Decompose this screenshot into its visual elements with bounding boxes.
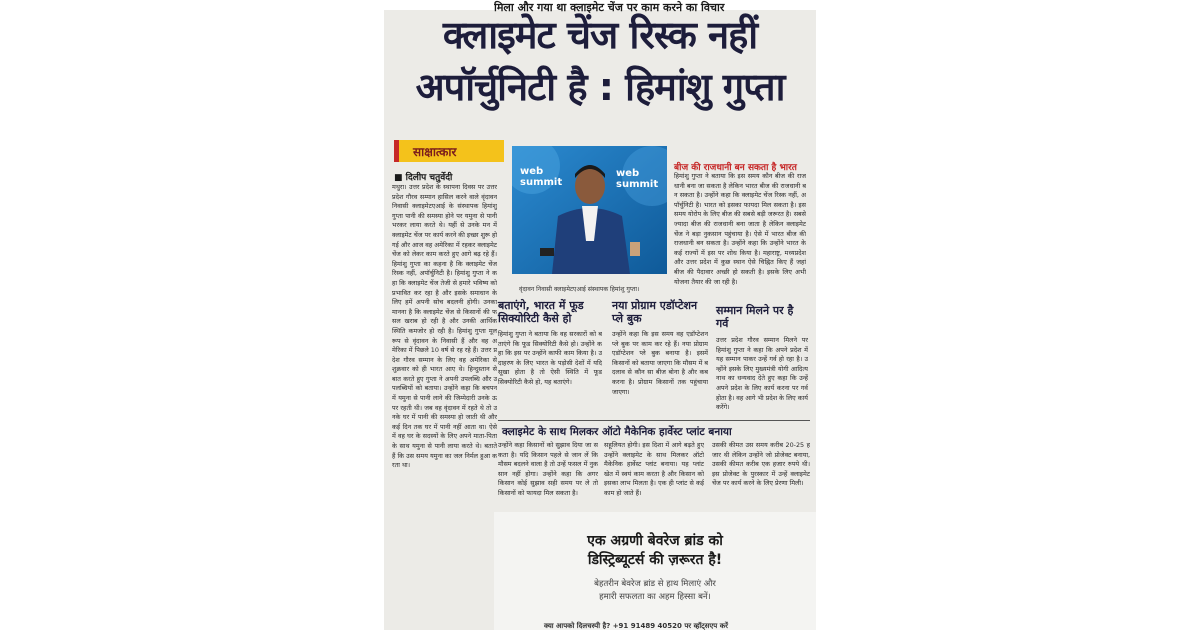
- banner-column-1: उन्होंने कहा किसानों को सुझाव दिया जा सकता है। यदि किसान पहले से जान लें कि मौसम बदलने वाला है तो उन्हें फसल में नुकसान नहीं होगा। उन्होंने कहा कि अगर किसान कोई सुझाव सही समय पर ले तो किसानों को फायदा मिल सकता है।: [498, 441, 598, 497]
- subhead-new-program: नया प्रोग्राम एडॉप्टेशन प्ले बुक: [612, 299, 698, 325]
- subhead-honor: सम्मान मिलने पर है गर्व: [716, 304, 794, 330]
- section-tag: [394, 140, 504, 162]
- intro-column: मथुरा। उत्तर प्रदेश के स्थापना दिवस पर उत्तर प्रदेश गौरव सम्मान हासिल करने वाले वृंदावन निवासी क्लाइमेटएआई के संस्थापक हिमांशु गुप्ता पानी की समस्या होने पर यमुना से पानी भरकर लाया करते थे। यहीं से उनके मन में क्लाइमेट चेंज पर कार्य करने की इच्छा शुरू हो गई और आज वह अमेरिका में रहकर क्लाइमेट चेंज को लेकर काम करते हुए आगे बढ़ रहे हैं। हिमांशु गुप्ता का कहना है कि क्लाइमेट चेंज रिस्क नहीं, अपॉर्चुनिटी है। हिमांशु गुप्ता ने कहा कि क्लाइमेट चेंज तेजी से हमारे भविष्य को प्रभावित कर रहा है और इसके समाधान के लिए हमें अपनी सोच बदलनी होगी। उनका मानना है कि क्लाइमेट चेंज से किसानों की फसल खराब हो रही है और उनकी आर्थिक स्थिति कमजोर हो रही है। हिमांशु गुप्ता मूल रूप से वृंदावन के निवासी हैं और वह अमेरिका में पिछले 10 वर्ष से रह रहे हैं। उत्तर प्रदेश गौरव सम्मान के लिए वह अमेरिका से शुक्रवार को ही भारत आए थे। हिन्दुस्तान से बात करते हुए गुप्ता ने अपनी उपलब्धि और उपलब्धियों को बताया। उन्होंने कहा कि बचपन में यमुना से पानी लाने की जिम्मेदारी उनके ऊपर रहती थी। जब वह वृंदावन में रहते थे तो उनके घर में पानी की समस्या हो जाती थी और कई दिन तक घर में पानी नहीं आता था। ऐसे में वह घर के सदस्यों के लिए अपने माता-पिता के साथ यमुना से पानी लाया करते थे। बताते हैं कि उस समय यमुना का जल निर्मल हुआ करता था।: [392, 183, 497, 470]
- side-heading: बीज की राजधानी बन सकता है भारत: [674, 163, 797, 173]
- banner-column-3: उसकी कीमत उस समय करीब 20-25 हजार थी लेकिन उन्होंने जो प्रोजेक्ट बनाया, उसकी कीमत करीब एक हजार रुपये थी। इस प्रोजेक्ट के पुरस्कार में उन्हें क्लाइमेट चेंज पर कार्य करने के लिए प्रेरणा मिली।: [712, 441, 810, 488]
- ad-title-line-2: डिस्ट्रिब्यूटर्स की ज़रूरत है!: [587, 552, 723, 568]
- byline: ■ दिलीप चतुर्वेदी: [394, 173, 453, 183]
- ad-body-line-1: बेहतरीन बेवरेज ब्रांड से हाथ मिलाएं और: [594, 579, 716, 589]
- photo-banner-web-right: web: [616, 168, 640, 179]
- photo-caption: वृंदावन निवासी क्लाइमेटएआई संस्थापक हिमांशु गुप्ता।: [519, 286, 640, 293]
- section-divider: [498, 420, 810, 421]
- honor-text: उत्तर प्रदेश गौरव सम्मान मिलने पर हिमांशु गुप्ता ने कहा कि अपने प्रदेश में यह सम्मान पाकर उन्हें गर्व हो रहा है। उन्होंने इसके लिए मुख्यमंत्री योगी आदित्यनाथ का धन्यवाद देते हुए कहा कि उन्हें अपने प्रदेश के लिए कार्य करना पर गर्व होता है। वह आगे भी प्रदेश के लिए कार्य करेंगे।: [716, 336, 808, 412]
- section-tag-label: साक्षात्कार: [413, 145, 457, 159]
- ad-footer: क्या आपको दिलचस्पी है? +91 91489 40520 पर व्हॉट्सएप करें: [544, 622, 728, 630]
- article-photo: [512, 146, 667, 274]
- ad-title-line-1: एक अग्रणी बेवरेज ब्रांड को: [587, 533, 723, 549]
- subhead-food-security: बताएंगे, भारत में फूड सिक्योरिटी कैसे हो: [498, 299, 584, 325]
- photo-banner-web: web: [520, 166, 544, 177]
- newspaper-clipping: [384, 0, 816, 630]
- advertisement-box: [494, 512, 816, 630]
- food-security-text: हिमांशु गुप्ता ने बताया कि वह सरकारों को बताएंगे कि फूड सिक्योरिटी कैसे हो। उन्होंने कहा कि इस पर उन्होंने काफी काम किया है। उदाहरण के लिए भारत के पड़ोसी देशों में यदि सूखा होता है तो ऐसी स्थिति में फूड सिक्योरिटी कैसे हो, यह बताएंगे।: [498, 330, 602, 386]
- photo-banner-summit-left: summit: [520, 177, 563, 188]
- side-column: हिमांशु गुप्ता ने बताया कि इस समय कौन बीज की राजधानी बना जा सकता है लेकिन भारत बीज की राजधानी बन सकता है। उन्होंने कहा कि क्लाइमेट चेंज रिस्क नहीं, अपॉर्चुनिटी है। भारत को इसका फायदा मिल सकता है। इस समय योरोप के लिए बीज की सबसे बड़ी जरूरत है। सबसे ज्यादा बीज की राजधानी बना जाता है लेकिन क्लाइमेट चेंज ने बड़ा नुकसान पहुंचाया है। ऐसे में भारत बीज की राजधानी बन सकता है। उन्होंने कहा कि उन्होंने भारत के कई राज्यों में इस पर शोध किया है। महाराष्ट्र, मध्यप्रदेश और उत्तर प्रदेश में कुछ स्थान ऐसे चिह्नित किए हैं जहां बीज की पैदावार अच्छी हो सकती है। इसके लिए अभी योजना तैयार की जा रही है।: [674, 172, 806, 286]
- headline-line-2: अपॉर्चुनिटी है : हिमांशु गुप्ता: [415, 65, 785, 109]
- kicker-line: मिला और गया था क्लाइमेट चेंज पर काम करने का विचार: [494, 1, 725, 14]
- new-program-text: उन्होंने कहा कि इस समय वह एडॉप्टेशन प्ले बुक पर काम कर रहे हैं। नया प्रोग्राम एडॉप्टेशन प्ले बुक बनाया है। इसमें किसानों को बताया जाएगा कि मौसम में बदलाव से कौन सा बीज बोना है और कब करना है। प्रोग्राम किसानों तक पहुंचाया जाएगा।: [612, 330, 708, 396]
- banner-column-2: सहूलियत होगी। इस दिशा में आगे बढ़ते हुए उन्होंने क्लाइमेट के साथ मिलकर ऑटो मैकेनिक हार्वेस्ट प्लांट बनाया। यह प्लांट खेत में स्वयं काम करता है और किसान को इसका लाभ मिलता है। एक ही प्लांट से कई काम हो जाते हैं।: [604, 441, 704, 497]
- headline-line-1: क्लाइमेट चेंज रिस्क नहीं: [442, 13, 758, 57]
- ad-body-line-2: हमारी सफलता का अहम हिस्सा बनें।: [599, 592, 711, 602]
- photo-banner-summit-right: summit: [616, 179, 659, 190]
- banner-heading: क्लाइमेट के साथ मिलकर ऑटो मैकेनिक हार्वेस्ट प्लांट बनाया: [502, 426, 732, 438]
